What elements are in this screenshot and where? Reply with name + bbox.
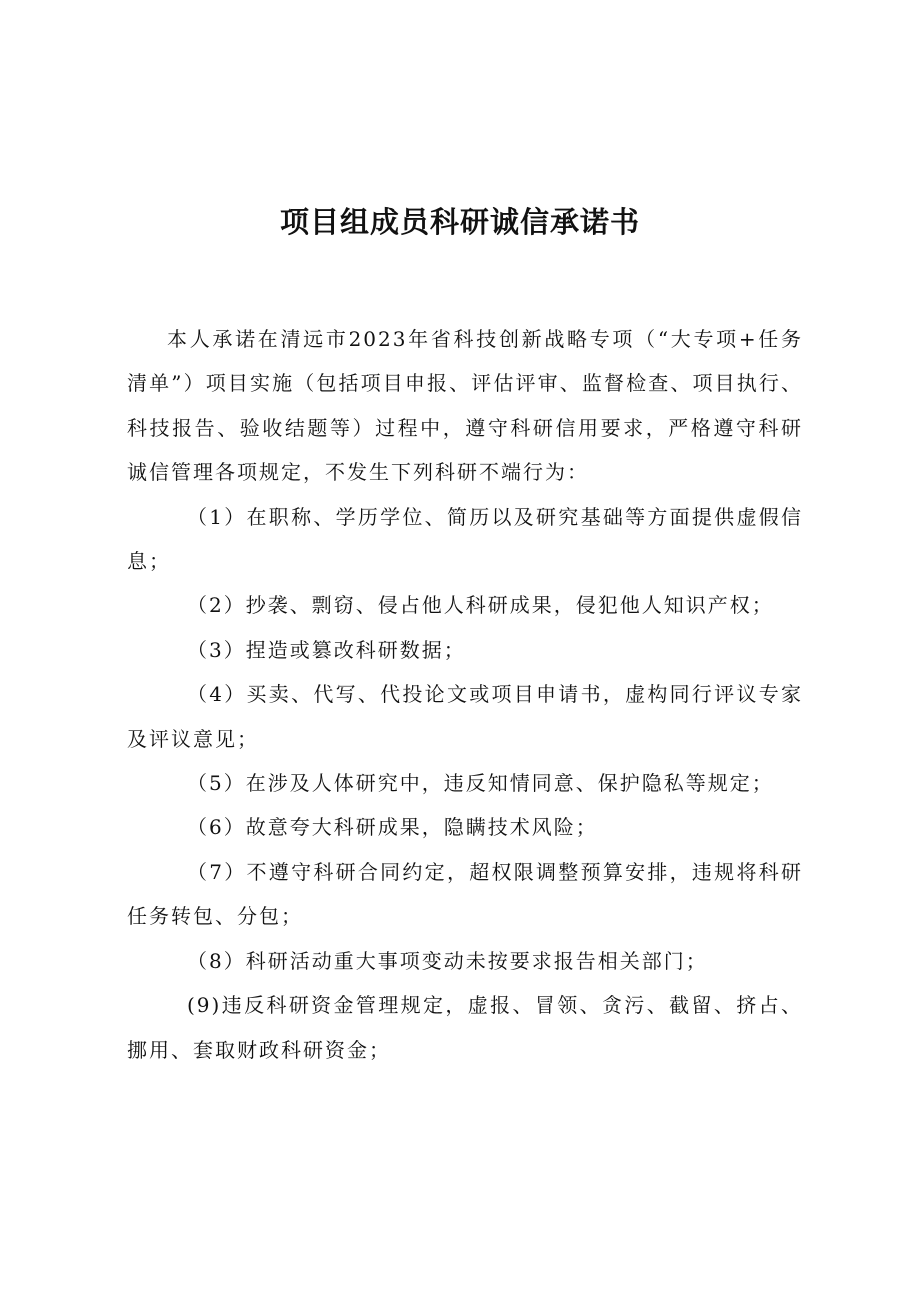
list-item: （3）捏造或篡改科研数据； [187, 637, 466, 662]
list-item: （5）在涉及人体研究中，违反知情同意、保护隐私等规定； [187, 771, 774, 796]
document-title: 项目组成员科研诚信承诺书 [279, 205, 640, 239]
list-item: （8）科研活动重大事项变动未按要求报告相关部门； [187, 948, 708, 973]
intro-paragraph: 本人承诺在清远市2023年省科技创新战略专项（“大专项+任务清单”）项目实施（包括项目申报、评估评审、监督检查、项目执行、科技报告、验收结题等）过程中，遵守科研信用要求，严格遵守科研诚信管理各项规定，不发生下列科研不端行为： [127, 327, 803, 485]
list-item: （7）不遵守科研合同约定，超权限调整预算安排，违规将科研任务转包、分包； [127, 859, 803, 929]
list-item: （2）抄袭、剽窃、侵占他人科研成果，侵犯他人知识产权； [187, 593, 774, 618]
document-body [127, 317, 803, 1072]
list-item: （6）故意夸大科研成果，隐瞒技术风险； [187, 815, 598, 840]
list-item: （4）买卖、代写、代投论文或项目申请书，虚构同行评议专家及评议意见； [127, 682, 803, 751]
list-item: (9)违反科研资金管理规定，虚报、冒领、贪污、截留、挤占、挪用、套取财政科研资金； [127, 993, 803, 1062]
list-item: （1）在职称、学历学位、简历以及研究基础等方面提供虚假信息； [127, 504, 803, 574]
